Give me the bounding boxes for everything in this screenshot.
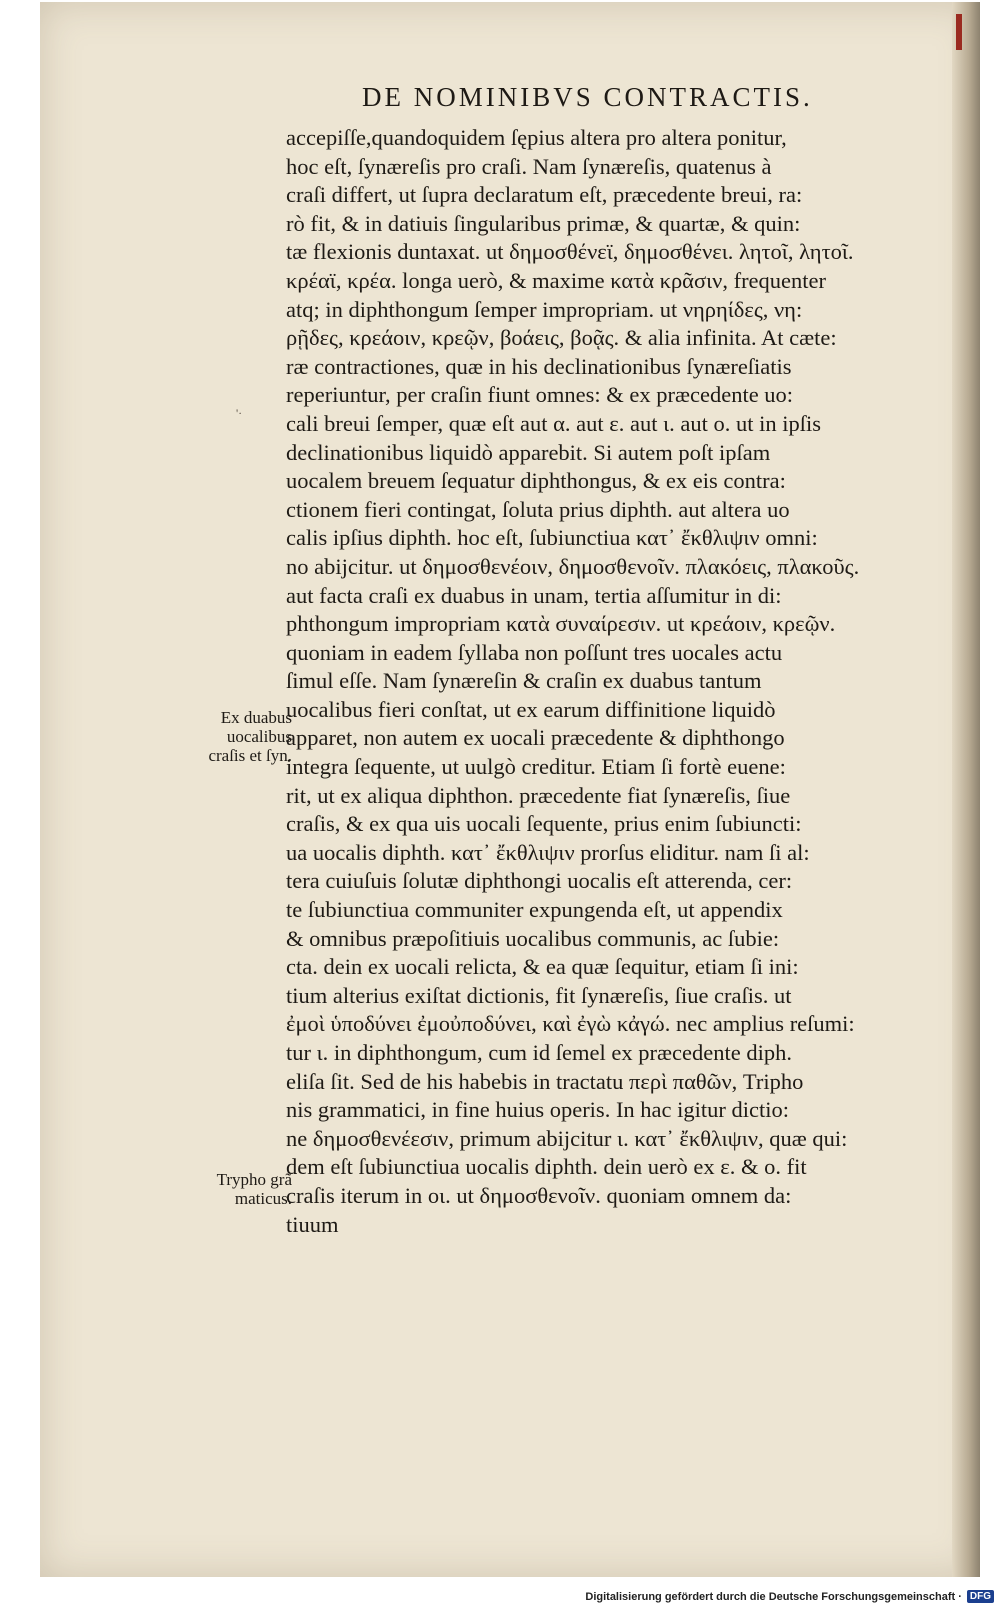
page-edge <box>952 2 980 1577</box>
text-line: κρέαϊ, κρέα. longa uerò, & maxime κατὰ κρᾶσιν, frequenter <box>286 267 827 293</box>
text-line: reperiuntur, per craſin fiunt omnes: & ex præcedente uo: <box>286 382 794 408</box>
margin-note-line: Ex duabus <box>220 708 292 727</box>
text-line: no abijcitur. ut δημοσθενέοιν, δημοσθενοῖν. πλακόεις, πλακοῦς. <box>286 553 860 579</box>
margin-note-line: uocalibus <box>226 727 292 746</box>
text-line: aut facta craſi ex duabus in unam, tertia aſſumitur in di: <box>286 582 782 608</box>
text-line: craſi differt, ut ſupra declaratum eſt, præcedente breui, ra: <box>286 182 803 208</box>
text-line: tium alterius exiſtat dictionis, fit ſynæreſis, ſiue craſis. ut <box>286 982 792 1008</box>
text-line: eliſa ſit. Sed de his habebis in tractatu περὶ παθῶν, Tripho <box>286 1068 804 1094</box>
text-line: quoniam in eadem ſyllaba non poſſunt tres uocales actu <box>286 639 783 665</box>
footer-credit: Digitalisierung gefördert durch die Deutsche Forschungsgemeinschaft · <box>585 1590 962 1603</box>
text-line: tæ flexionis duntaxat. ut δημοσθένεϊ, δημοσθένει. λητοῖ, λητοῖ. <box>286 239 854 265</box>
margin-note-line: maticus. <box>234 1189 292 1208</box>
text-line: craſis iterum in οι. ut δημοσθενοῖν. quoniam omnem da: <box>286 1182 792 1208</box>
text-line: ne δημοσθενέεσιν, primum abijcitur ι. κατ᾽ ἔκθλιψιν, quæ qui: <box>286 1125 848 1151</box>
text-line: ρῇδες, κρεάοιν, κρεῷν, βοάεις, βοᾷς. & alia infinita. At cæte: <box>286 325 837 351</box>
text-line: ua uocalis diphth. κατ᾽ ἔκθλιψιν prorſus eliditur. nam ſi al: <box>286 839 810 865</box>
text-line: te ſubiunctiua communiter expungenda eſt, ut appendix <box>286 897 783 923</box>
text-line: nis grammatici, in fine huius operis. In hac igitur dictio: <box>286 1097 790 1123</box>
dfg-logo-icon: DFG <box>967 1590 994 1603</box>
text-line: tiuum <box>286 1211 339 1237</box>
text-line: rò fit, & in datiuis ſingularibus primæ, & quartæ, & quin: <box>286 210 801 236</box>
text-line: phthongum impropriam κατὰ συναίρεσιν. ut κρεάοιν, κρεῷν. <box>286 611 836 637</box>
text-line: ἐμοὶ ὑποδύνει ἐμοὐποδύνει, καὶ ἐγὼ κἀγώ. nec amplius reſumi: <box>286 1011 855 1037</box>
bookmark-ribbon <box>956 14 962 50</box>
text-line: accepiſſe,quandoquidem ſępius altera pro altera ponitur, <box>286 125 787 150</box>
text-line: rit, ut ex aliqua diphthon. præcedente fiat ſynæreſis, ſiue <box>286 782 791 808</box>
ink-speck: '· <box>236 406 243 420</box>
text-line: tera cuiuſuis ſolutæ diphthongi uocalis eſt atterenda, cer: <box>286 868 793 894</box>
text-line: atq; in diphthongum ſemper impropriam. ut νηρηίδες, νη: <box>286 296 803 322</box>
text-line: integra ſequente, ut uulgò creditur. Etiam ſi fortè euene: <box>286 754 786 780</box>
text-line: ctionem fieri contingat, ſoluta prius diphth. aut altera uo <box>286 496 790 522</box>
text-line: ſimul eſſe. Nam ſynæreſin & craſin ex duabus tantum <box>286 668 762 694</box>
text-line: cta. dein ex uocali relicta, & ea quæ ſequitur, etiam ſi ini: <box>286 954 799 980</box>
text-line: craſis, & ex qua uis uocali ſequente, prius enim ſubiuncti: <box>286 811 802 837</box>
margin-note-line: Trypho grã <box>216 1170 292 1189</box>
text-line: & omnibus præpoſitiuis uocalibus communis, ac ſubie: <box>286 925 780 951</box>
running-header: DE NOMINIBVS CONTRACTIS. <box>362 82 813 112</box>
text-line: hoc eſt, ſynæreſis pro craſi. Nam ſynæreſis, quatenus à <box>286 153 772 179</box>
text-line: calis ipſius diphth. hoc eſt, ſubiunctiua κατ᾽ ἔκθλιψιν omni: <box>286 525 818 551</box>
text-line: uocalem breuem ſequatur diphthongus, & ex eis contra: <box>286 468 786 494</box>
text-line: dem eſt ſubiunctiua uocalis diphth. dein uerò ex ε. & ο. fit <box>286 1154 807 1180</box>
margin-note-trypho <box>170 1170 292 1208</box>
margin-note-line: craſis et ſyn. <box>208 746 292 765</box>
margin-note-crasis <box>170 708 292 765</box>
text-line: apparet, non autem ex uocali præcedente & diphthongo <box>286 725 785 751</box>
body-text <box>286 124 926 1239</box>
text-line: ræ contractiones, quæ in his declinationibus ſynæreſiatis <box>286 353 792 379</box>
text-line: tur ι. in diphthongum, cum id ſemel ex præcedente diph. <box>286 1040 792 1065</box>
text-line: declinationibus liquidò apparebit. Si autem poſt ipſam <box>286 439 771 465</box>
digitization-footer <box>585 1590 994 1603</box>
text-line: cali breui ſemper, quæ eſt aut α. aut ε. aut ι. aut ο. ut in ipſis <box>286 410 822 436</box>
text-line: uocalibus fieri conſtat, ut ex earum diffinitione liquidò <box>286 696 776 722</box>
